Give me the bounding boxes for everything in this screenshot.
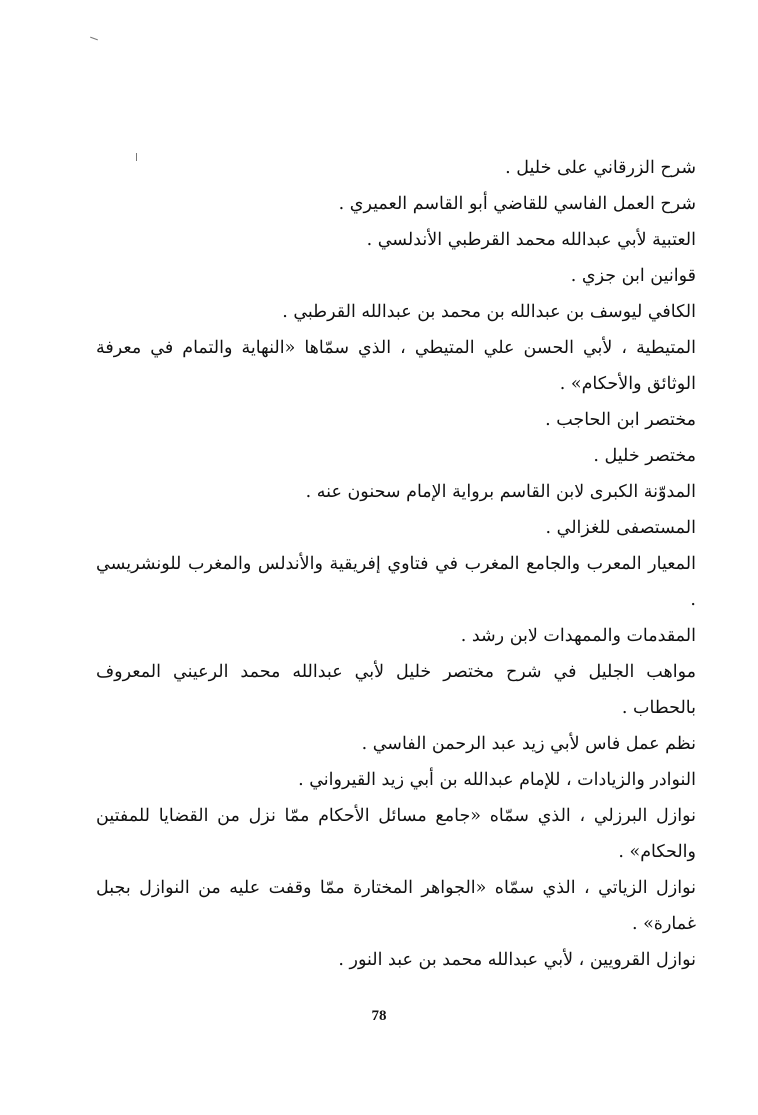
scan-speck [90,37,98,41]
bibliography-entry: العتبية لأبي عبدالله محمد القرطبي الأندلسي . [366,230,696,250]
bibliography-entry: المستصفى للغزالي . [545,518,696,538]
bibliography-entry: شرح العمل الفاسي للقاضي أبو القاسم العميري . [338,194,696,214]
bibliography-entry: المتيطية ، لأبي الحسن علي المتيطي ، الذي سمّاها «النهاية والتمام في معرفة الوثائق والأحكام» . [96,338,696,394]
bibliography-entry: قوانين ابن جزي . [570,266,696,286]
bibliography-entry: نوازل الزياتي ، الذي سمّاه «الجواهر المختارة ممّا وقفت عليه من النوازل بجبل غمارة» . [96,878,696,934]
bibliography-entry: نظم عمل فاس لأبي زيد عبد الرحمن الفاسي . [361,734,696,754]
bibliography-entry: مختصر خليل . [593,446,696,466]
bibliography-entry: الكافي ليوسف بن عبدالله بن محمد بن عبدالله القرطبي . [282,302,696,322]
bibliography-entry: نوازل البرزلي ، الذي سمّاه «جامع مسائل الأحكام ممّا نزل من القضايا للمفتين والحكام» . [96,806,696,862]
bibliography-entry: مختصر ابن الحاجب . [545,410,696,430]
bibliography-entry: النوادر والزيادات ، للإمام عبدالله بن أبي زيد القيرواني . [298,770,696,790]
bibliography-entry: المعيار المعرب والجامع المغرب في فتاوي إفريقية والأندلس والمغرب للونشريسي . [96,554,696,610]
bibliography-entry: المقدمات والممهدات لابن رشد . [460,626,696,646]
bibliography-entry: مواهب الجليل في شرح مختصر خليل لأبي عبدالله محمد الرعيني المعروف بالحطاب . [96,662,696,718]
bibliography-entry: المدوّنة الكبرى لابن القاسم برواية الإمام سحنون عنه . [305,482,696,502]
bibliography-entry: نوازل القرويين ، لأبي عبدالله محمد بن عبد النور . [338,950,696,970]
bibliography-entry: شرح الزرقاني على خليل . [505,158,696,178]
bibliography-list [96,150,696,978]
page-number: 78 [371,1008,387,1024]
